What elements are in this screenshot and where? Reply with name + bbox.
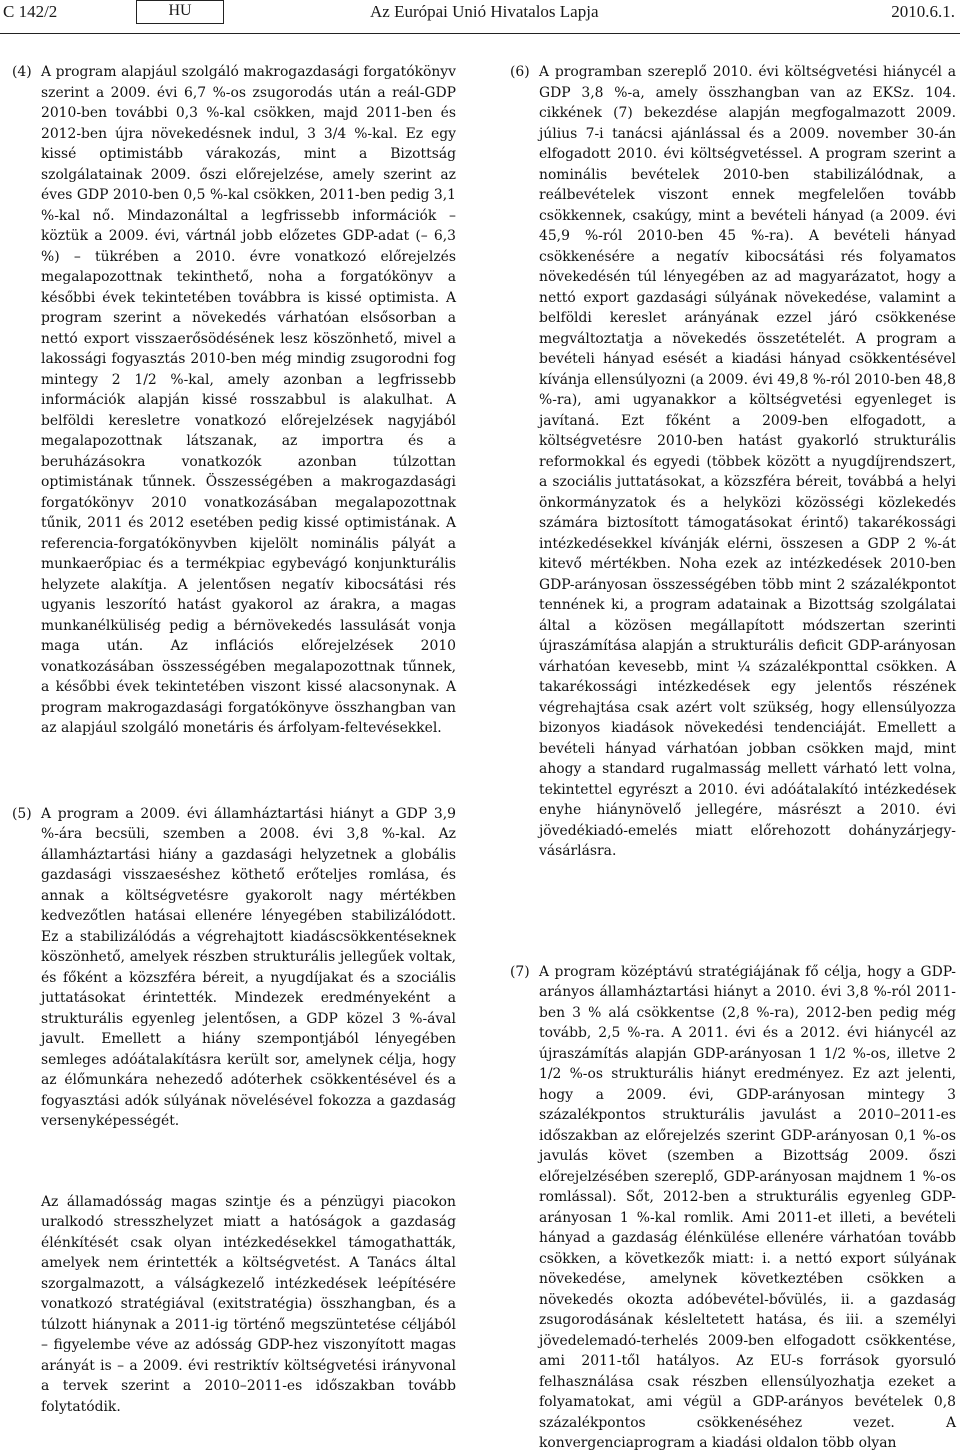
- language-code-box: HU: [136, 0, 224, 24]
- paragraph-6: [510, 62, 956, 862]
- page-header: [0, 0, 960, 36]
- page-reference: C 142/2: [3, 2, 58, 21]
- paragraph-5: [12, 804, 456, 1132]
- paragraph-text: A program a 2009. évi államháztartási hiányt a GDP 3,9 %-ára becsüli, szemben a 2008. évi 3,8 %-kal. Az államháztartási hiány a gazdasági helyzetnek a globális gazdasági visszaeséshez köthető erőteljes romlása, és annak a költségvetésre gyakorolt nagy mértékben kedvezőtlen hatásai ellenére lényegében stabilizálódott. Ez a stabilizálódás a végrehajtott kiadáscsökkentéseknek köszönhető, amelyek részben strukturális jellegűek voltak, és főként a közszféra béreit, a nyugdíjakat és a szociális juttatásokat érintették. Mindezek eredményeként a strukturális egyenleg jelentősen, a GDP közel 3 %-ával javult. Emellett a hiány szempontjából lényegében semleges adóátalakításra került sor, amelynek célja, hogy az élőmunkára nehezedő adóterhek csökkentésével és a fogyasztási adók súlyának növelésével fokozza a gazdaság versenyképességét.: [41, 805, 456, 1129]
- paragraph-text: Az államadósság magas szintje és a pénzügyi piacokon uralkodó stresszhelyzet miatt a hatóságok a gazdaság élénkítését csak olyan intézkedésekkel támogathatták, amelyek nem érintették a költségvetést. A Tanács által szorgalmazott, a válságkezelő intézkedések leépítésére vonatkozó stratégiával (exitstratégia) összhangban, és a túlzott hiánynak a 2011-ig történő megszüntetése céljából – figyelembe véve az adósság GDP-hez viszonyított magas arányát is – a 2009. évi restriktív költségvetési irányvonal a tervek szerint a 2010–2011-es időszakban tovább folytatódik.: [41, 1193, 456, 1415]
- left-column: [12, 62, 456, 1417]
- publication-date: 2010.6.1.: [891, 2, 955, 21]
- paragraph-7: [510, 962, 956, 1454]
- paragraph-text: A program középtávú stratégiájának fő célja, hogy a GDP-arányos államháztartási hiányt a 2010. évi 3,8 %-ról 2011-ben 3 % alá csökkentse (2,8 %-ra), 2012-ben pedig még tovább, 2,5 %-ra. A 2011. évi és a 2012. évi hiánycél az újraszámítás alapján GDP-arányosan 1 1/2 %-os, illetve 2 1/2 %-os strukturális hiányt eredményez. Ez azt jelenti, hogy a 2009. évi, GDP-arányosan mintegy 3 százalékpontos strukturális javulást a 2010–2011-es időszakban az előrejelzés szerint GDP-arányosan 0,1 %-os javulás követ (szemben a Bizottság 2009. őszi előrejelzésében szereplő, GDP-arányosan majdnem 1 %-os romlással). Sőt, 2012-ben a strukturális egyenleg GDP-arányosan 1 %-kal romlik. Ami 2011-et illeti, a bevételi hányad a gazdaság élénkülése ellenére várhatóan tovább csökken, a következők miatt: i. a nettó export súlyának növekedése, amelynek következtében csökken a növekedés okozta adóbevétel-bővülés, ii. a gazdaság zsugorodásának késleltetett hatása, és iii. a személyi jövedelemadó-terhelés 2009-ben elfogadott csökkentése, ami 2011-től hatályos. Az EU-s források gyorsuló felhasználása csak részben ellensúlyozhatja ezeket a folyamatokat, ami végül a GDP-arányos bevételek 0,8 százalékpontos csökkenéséhez vezet. A konvergenciaprogram a kiadási oldalon több olyan: [539, 963, 956, 1451]
- paragraph-number: (5): [12, 805, 32, 822]
- paragraph-number: (7): [510, 963, 530, 980]
- paragraph-text: A programban szereplő 2010. évi költségvetési hiánycél a GDP 3,8 %-a, amely összhangban van az EKSz. 104. cikkének (7) bekezdése alapján megfogalmazott 2009. július 7-i tanácsi ajánlással és a 2009. november 30-án elfogadott 2010. évi költségvetéssel. A program szerint a nominális bevételek 2010-ben stabilizálódnak, a reálbevételek viszont ennek megfelelően tovább csökkennek, csakúgy, mint a bevételi hányad (a 2009. évi 45,9 %-ról 2010-ben 45 %-ra). A bevételi hányad csökkenésére a negatív kibocsátási rés folyamatos növekedésén túl lényegében az ad magyarázatot, hogy a nettó export gazdasági súlyának növekedése, valamint a belföldi kereslet arányának ezzel járó csökkenése megváltoztatja a növekedés összetételét. A program a bevételi hányad esését a kiadási hányad csökkentésével kívánja ellensúlyozni (a 2009. évi 49,8 %-ról 2010-ben 48,8 %-ra), ami ugyanakkor a költségvetési egyenleget is javítaná. Ezt főként a 2009-ben elfogadott, a költségvetésre 2010-ben hatást gyakorló strukturális reformokkal és egyedi (többek között a nyugdíjrendszert, a szociális juttatásokat, a közszféra béreit, továbbá a helyi önkormányzatok és a helyközi közösségi közlekedés számára biztosított támogatásokat érintő) takarékossági intézkedésekkel kívánják elérni, összesen a GDP 2 %-át kitevő mértékben. Noha ezek az intézkedések 2010-ben GDP-arányosan összességében több mint 2 százalékpontot tennének ki, a program adatainak a Bizottság szolgálatai által a közösen megállapított módszertan szerinti újraszámítása alapján a strukturális deficit GDP-arányosan várhatóan kevesebb, mint ¼ százalékponttal csökken. A takarékossági intézkedések egy jelentős részének végrehajtása csak azért volt szükség, hogy ellensúlyozza bizonyos kiadások növekedési tendenciáját. Emellett a bevételi hányad várhatóan jobban csökken majd, mint ahogy a standard rugalmasság mellett várható lett volna, tekintettel egyrészt a 2010. évi adóátalakító intézkedések enyhe hiánynövelő jellegére, másrészt a 2010. évi jövedékiadó-emelés miatt előrehozott dohányzárjegy-vásárlásra.: [539, 64, 956, 859]
- paragraph-4: [12, 62, 456, 739]
- paragraph-text: A program alapjául szolgáló makrogazdasági forgatókönyv szerint a 2009. évi 6,7 %-os zsugorodás után a reál-GDP 2010-ben további 0,3 %-kal csökken, majd 2011-ben és 2012-ben újra növekedésnek indul, 3 3/4 %-kal. Ez egy kissé optimistább várakozás, mint a Bizottság szolgálatainak 2009. őszi előrejelzése, amely szerint az éves GDP 2010-ben 0,5 %-kal csökken, 2011-ben pedig 3,1 %-kal nő. Mindazonáltal a legfrissebb információk – köztük a 2009. évi, vártnál jobb előzetes GDP-adat (– 6,3 %) – tükrében a 2010. évre vonatkozó előrejelzés megalapozottnak tekinthető, noha a forgatókönyv a későbbi évek tekintetében továbbra is kissé optimista. A program szerint a növekedés várhatóan elsősorban a nettó export visszaerősödésének lesz köszönhető, mivel a lakossági fogyasztás 2010-ben még mindig zsugorodni fog mintegy 2 1/2 %-kal, amely azonban a legfrissebb információk alapján kissé rosszabbul is alakulhat. A belföldi keresletre vonatkozó előrejelzések nagyjából megalapozottnak látszanak, az importra és a beruházásokra vonatkozók azonban túlzottan optimistának tűnnek. Összességében a makrogazdasági forgatókönyv 2010 vonatkozásában megalapozottnak tűnik, 2011 és 2012 esetében pedig kissé optimistának. A referencia-forgatókönyvben kijelölt nominális pályát a munkaerőpiac és a termékpiac egybevágó konjunkturális helyzete alakítja. A jelentősen negatív kibocsátási rés ugyanis leszorító hatást gyakorol az árakra, a magas munkanélküliség pedig a bérnövekedés lassulását vonja maga után. Az inflációs előrejelzések 2010 vonatkozásában összességében megalapozottnak tűnnek, a későbbi évek tekintetében viszont kissé alacsonynak. A program makrogazdasági forgatókönyve összhangban van az alapjául szolgáló monetáris és árfolyam-feltevésekkel.: [41, 64, 456, 736]
- paragraph-5-continued: [12, 1192, 456, 1418]
- paragraph-number: (6): [510, 64, 530, 80]
- right-column: [510, 62, 956, 1454]
- paragraph-number: (4): [12, 64, 32, 80]
- header-rule: [0, 33, 960, 34]
- journal-title: Az Európai Unió Hivatalos Lapja: [370, 2, 599, 21]
